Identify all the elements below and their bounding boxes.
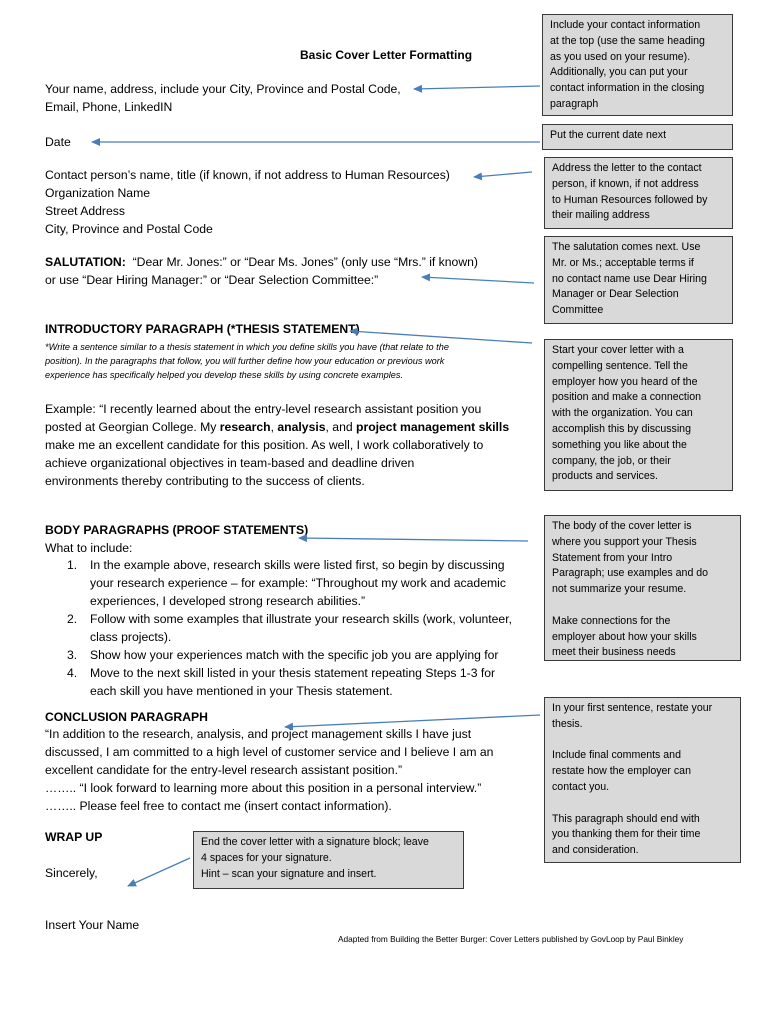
body-tip-box: The body of the cover letter is where you support your Thesis Statement from your Intro Paragraph; use examples and do not summarize your resume. Make connections for the employer about how your skills meet their business needs: [544, 515, 741, 661]
body-what: What to include:: [45, 541, 133, 555]
arrow-contact: [414, 86, 540, 89]
intro-heading: INTRODUCTORY PARAGRAPH (*THESIS STATEMENT): [45, 322, 360, 336]
salutation-text: or use “Dear Hiring Manager:” or “Dear Selection Committee:”: [45, 273, 379, 287]
arrow-conclusion: [285, 715, 540, 727]
address-line: Contact person’s name, title (if known, if not address to Human Resources): [45, 168, 450, 182]
date-line: Date: [45, 135, 71, 149]
date-tip-box: Put the current date next: [542, 124, 733, 150]
intro-note-line: position). In the paragraphs that follow, you will further define how your education or previous work: [45, 356, 445, 366]
example-line: posted at Georgian College. My research, analysis, and project management skills: [45, 420, 510, 434]
closing-text: Sincerely,: [45, 866, 98, 880]
arrow-signature: [128, 858, 190, 886]
list-item: 4. Move to the next skill listed in your thesis statement repeating Steps 1-3 for each skill you have mentioned in your Thesis statement.: [67, 666, 496, 698]
conclusion-heading: CONCLUSION PARAGRAPH: [45, 710, 208, 724]
intro-tip-box: Start your cover letter with a compelling sentence. Tell the employer how you heard of the position and make a connection with the organization. You can accomplish this by discussing something you like about the company, the job, or their products and services.: [544, 339, 733, 491]
example-line: Example: “I recently learned about the entry-level research assistant position you: [45, 402, 482, 416]
page-title: Basic Cover Letter Formatting: [300, 48, 473, 62]
list-item: 2. Follow with some examples that illustrate your research skills (work, volunteer, class projects).: [67, 612, 512, 644]
list-item: 1. In the example above, research skills were listed first, so begin by discussing your research experience – for example: “Throughout my work and academic experiences, I developed strong research abilities.”: [67, 558, 506, 608]
arrow-address: [474, 172, 532, 177]
salutation-heading: SALUTATION:: [45, 255, 126, 269]
contact-tip-box: Include your contact information at the top (use the same heading as you used on your resume). Additionally, you can put your contact information in the closing paragraph: [542, 14, 733, 116]
arrow-intro: [350, 331, 532, 343]
example-line: achieve organizational objectives in team-based and deadline driven: [45, 456, 415, 470]
contact-line: Email, Phone, LinkedIN: [45, 100, 173, 114]
signature-name: Insert Your Name: [45, 918, 140, 932]
example-line: make me an excellent candidate for this position. As well, I work collaboratively to: [45, 438, 484, 452]
conclusion-text: “In addition to the research, analysis, and project management skills I have just discussed, I am committed to a high level of customer service and I believe I am an excellent candidate for the entry-level research assistant position.” …….. “I look forward to learning more about this position in a personal interview.” …….. Please feel free to contact me (insert contact information).: [45, 727, 494, 813]
salutation-text: “Dear Mr. Jones:” or “Dear Ms. Jones” (only use “Mrs.” if known): [132, 255, 478, 269]
contact-line: Your name, address, include your City, Province and Postal Code,: [45, 82, 401, 96]
arrow-salutation: [422, 277, 534, 283]
example-line: environments thereby contributing to the success of clients.: [45, 474, 365, 488]
footer-credit: Adapted from Building the Better Burger: Cover Letters published by GovLoop by Paul Binkley: [338, 934, 684, 944]
arrow-body: [299, 538, 528, 541]
conclusion-tip-box: In your first sentence, restate your thesis. Include final comments and restate how the employer can contact you. This paragraph should end with you thanking them for their time and consideration.: [544, 697, 741, 863]
list-item: 3. Show how your experiences match with the specific job you are applying for: [67, 648, 499, 662]
address-line: Organization Name: [45, 186, 150, 200]
wrapup-heading: WRAP UP: [45, 830, 103, 844]
body-heading: BODY PARAGRAPHS (PROOF STATEMENTS): [45, 523, 309, 537]
intro-note-line: *Write a sentence similar to a thesis statement in which you define skills you have (that relate to the: [45, 342, 449, 352]
intro-note-line: experience has specifically helped you develop these skills by using concrete examples.: [45, 370, 404, 380]
signature-tip-box: End the cover letter with a signature block; leave 4 spaces for your signature. Hint – scan your signature and insert.: [193, 831, 464, 889]
address-tip-box: Address the letter to the contact person, if known, if not address to Human Resources followed by their mailing address: [544, 157, 733, 229]
address-line: City, Province and Postal Code: [45, 222, 213, 236]
address-line: Street Address: [45, 204, 125, 218]
salutation-tip-box: The salutation comes next. Use Mr. or Ms.; acceptable terms if no contact name use Dear Hiring Manager or Dear Selection Committee: [544, 236, 733, 324]
